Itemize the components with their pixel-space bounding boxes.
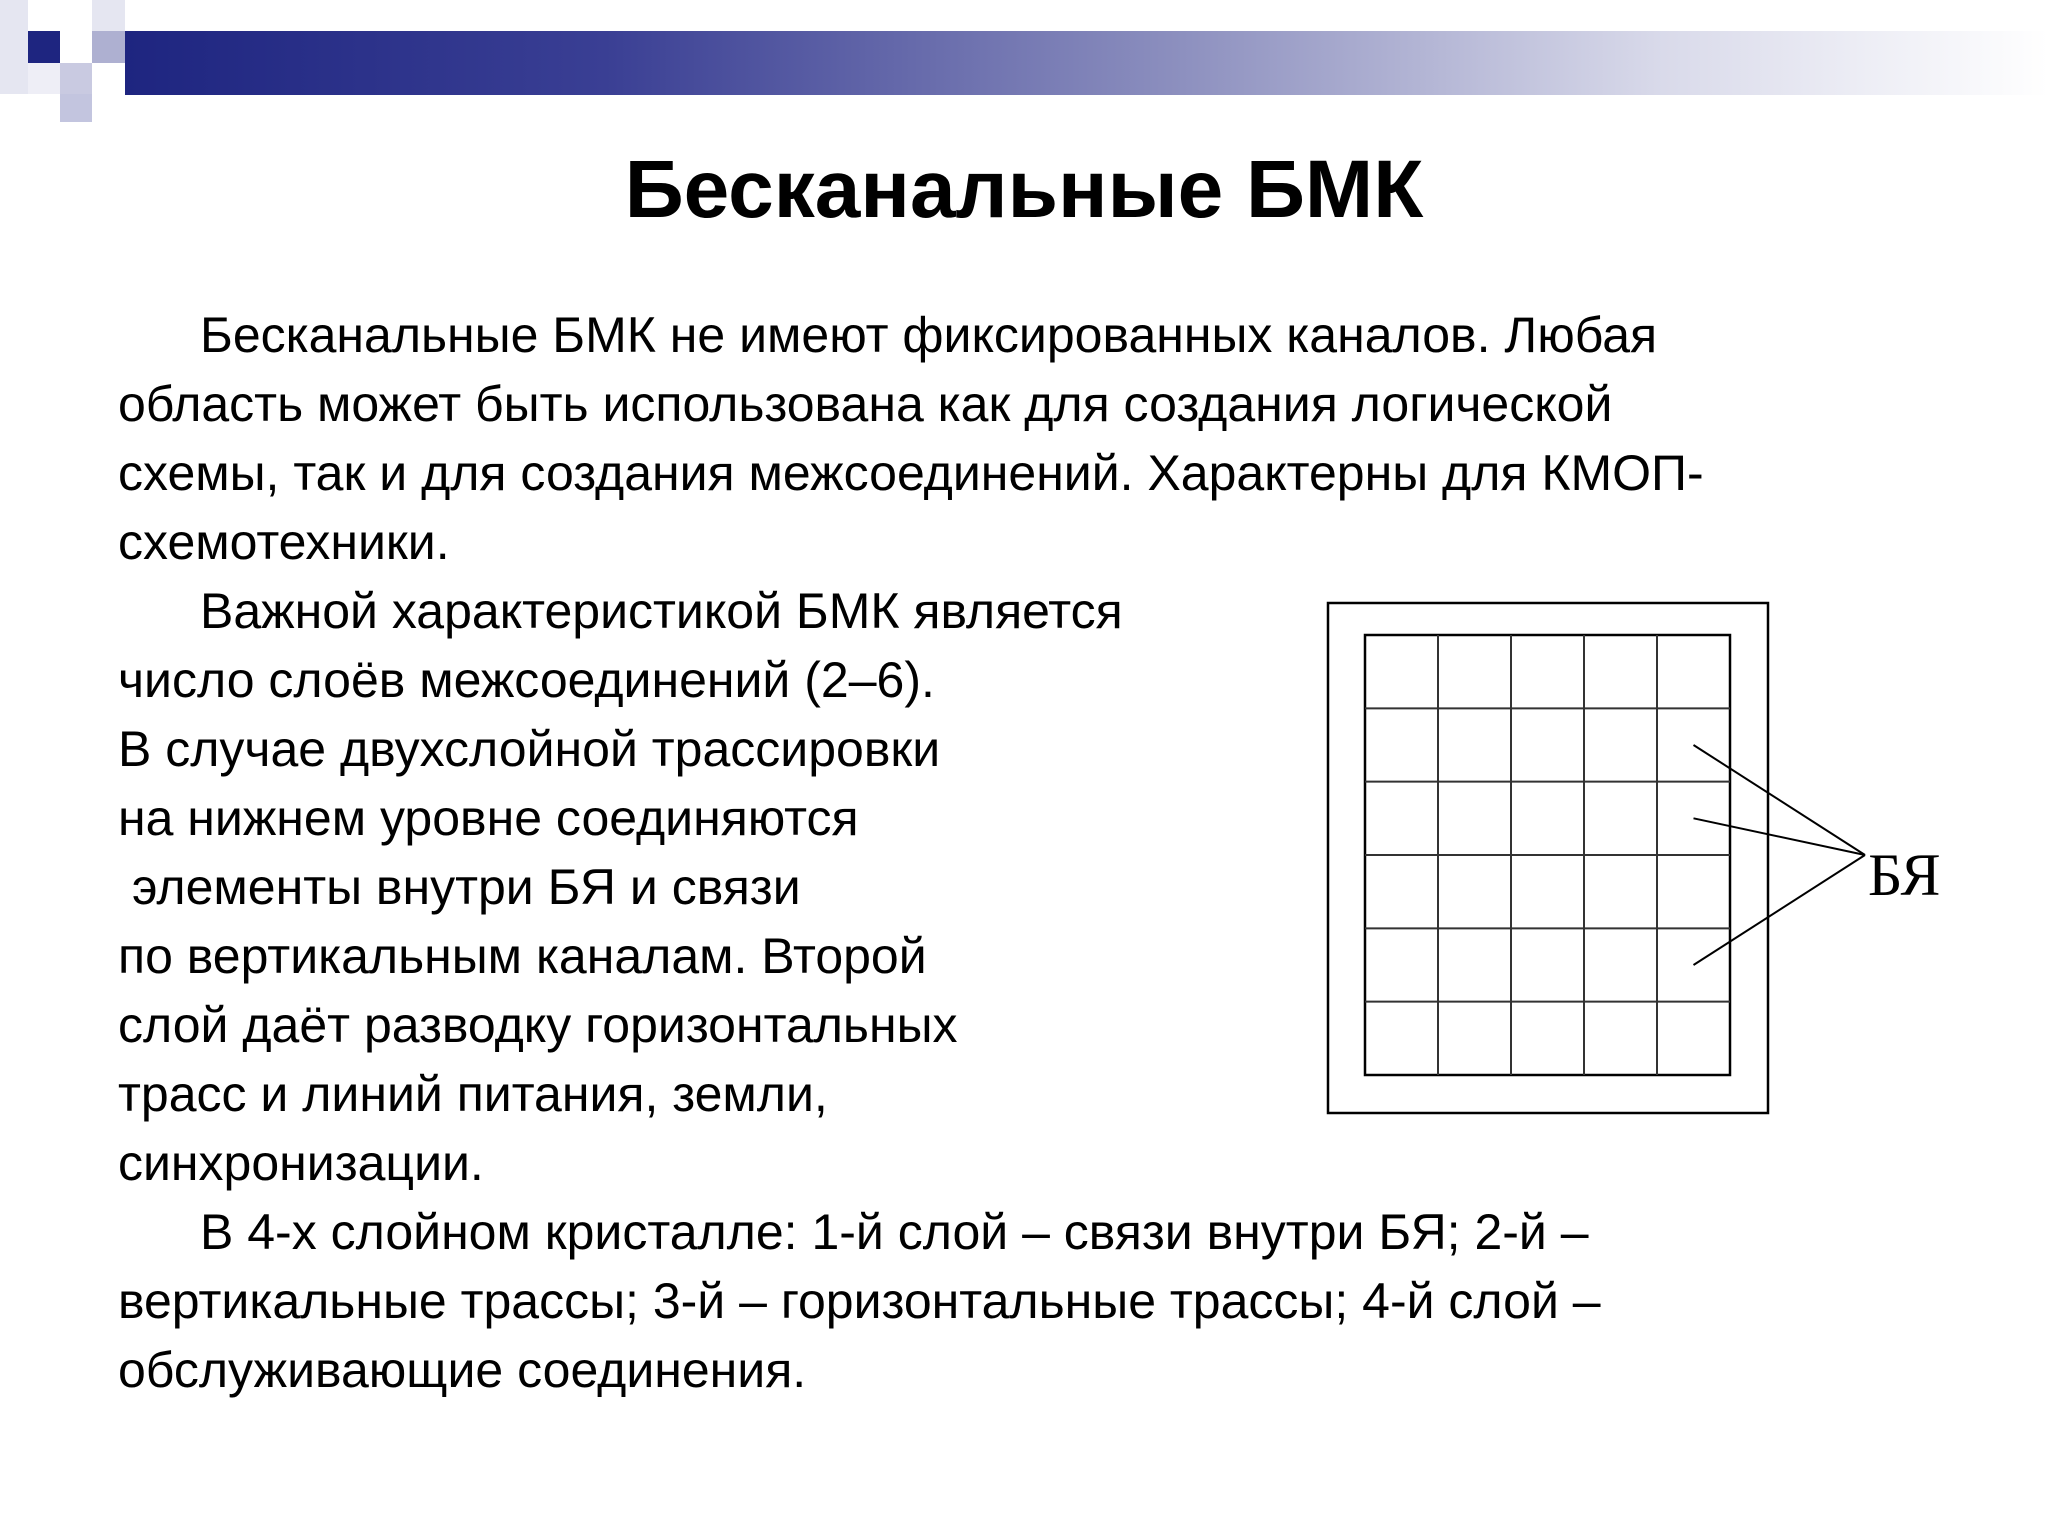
basic-cell-label: БЯ — [1868, 842, 1941, 908]
cell-array-figure — [1320, 595, 2000, 1115]
paragraph-line: элементы внутри БЯ и связи — [132, 859, 801, 915]
paragraph-line: число слоёв межсоединений (2–6). — [118, 652, 935, 708]
header-square-decoration — [28, 63, 60, 94]
paragraph-line: на нижнем уровне соединяются — [118, 790, 859, 846]
paragraph-line: В 4-х слойном кристалле: 1-й слой – связи внутри БЯ; 2-й – — [200, 1204, 1589, 1260]
paragraph-line: Важной характеристикой БМК является — [200, 583, 1123, 639]
paragraph-line: по вертикальным каналам. Второй — [118, 928, 927, 984]
header-band — [0, 0, 2048, 130]
header-square-decoration — [28, 31, 60, 63]
header-square-decoration — [92, 0, 125, 31]
paragraph-line: схемы, так и для создания межсоединений. Характерны для КМОП- — [118, 445, 1704, 501]
header-square-decoration — [60, 94, 92, 122]
paragraph-line: вертикальные трассы; 3-й – горизонтальные трассы; 4-й слой – — [118, 1273, 1601, 1329]
header-square-decoration — [60, 0, 92, 31]
paragraph-line: синхронизации. — [118, 1135, 484, 1191]
paragraph-line: В случае двухслойной трассировки — [118, 721, 941, 777]
header-gradient-bar — [125, 31, 2048, 95]
slide-title: Бесканальные БМК — [624, 144, 1424, 235]
paragraph-line: схемотехники. — [118, 514, 450, 570]
header-square-decoration — [60, 63, 92, 94]
paragraph-line: Бесканальные БМК не имеют фиксированных каналов. Любая — [200, 307, 1658, 363]
outer-frame — [1328, 603, 1768, 1113]
paragraph-line: трасс и линий питания, земли, — [118, 1066, 828, 1122]
paragraph-line: область может быть использована как для создания логической — [118, 376, 1613, 432]
header-square-decoration — [60, 31, 92, 63]
header-square-decoration — [92, 63, 125, 94]
header-square-decoration — [92, 31, 125, 63]
paragraph-line: слой даёт разводку горизонтальных — [118, 997, 958, 1053]
paragraph-line: обслуживающие соединения. — [118, 1342, 807, 1398]
header-square-decoration — [0, 0, 28, 94]
